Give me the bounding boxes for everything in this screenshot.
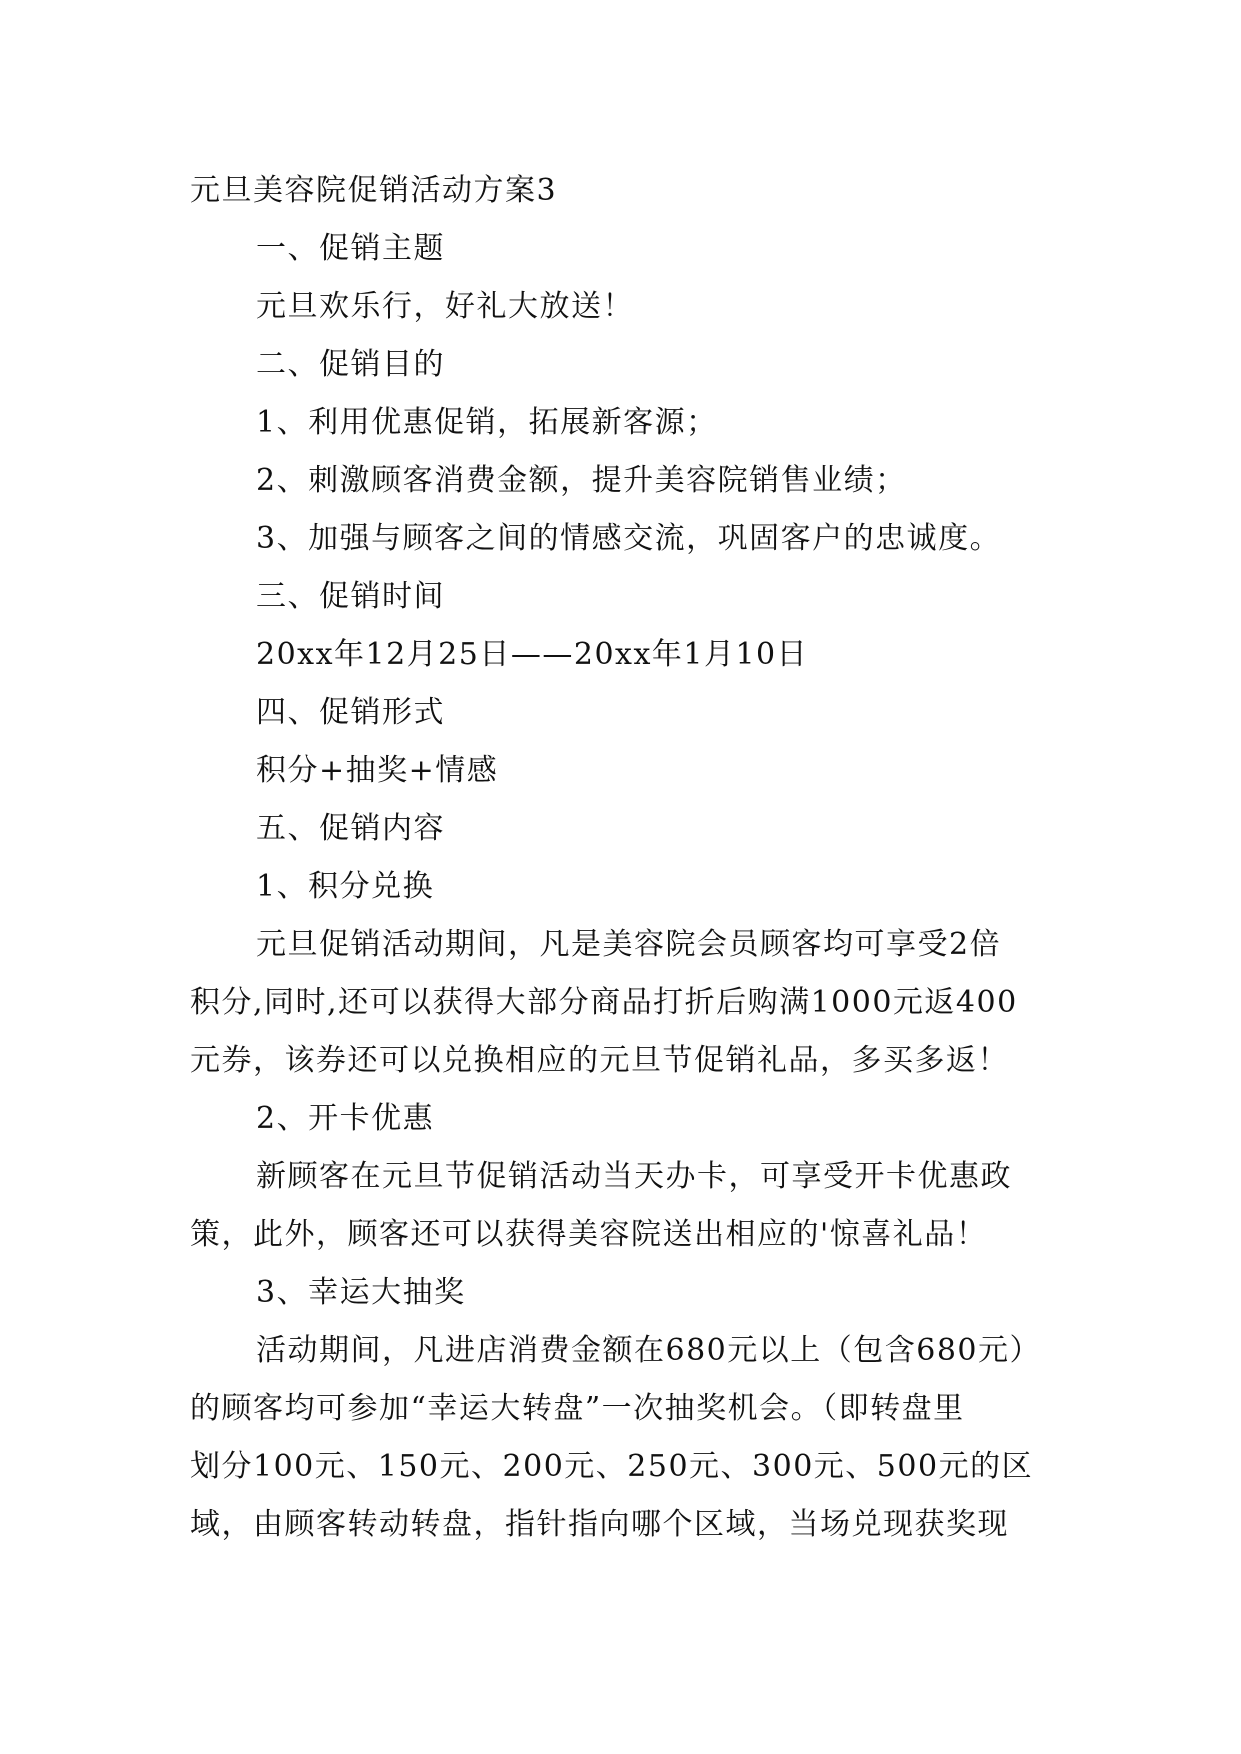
paragraph-line: 的顾客均可参加“幸运大转盘”一次抽奖机会。（即转盘里 <box>190 1391 965 1426</box>
purpose-item-1: 1、利用优惠促销，拓展新客源； <box>256 405 718 440</box>
section-heading-theme: 一、促销主题 <box>256 231 445 266</box>
section-heading-purpose: 二、促销目的 <box>256 347 445 382</box>
points-paragraph <box>190 916 1056 1090</box>
theme-text: 元旦欢乐行，好礼大放送！ <box>256 289 634 324</box>
section-heading-time: 三、促销时间 <box>256 579 445 614</box>
content-heading-lottery: 3、幸运大抽奖 <box>256 1275 466 1310</box>
paragraph-line: 元旦促销活动期间，凡是美容院会员顾客均可享受2倍 <box>256 927 1002 962</box>
paragraph-line: 新顾客在元旦节促销活动当天办卡，可享受开卡优惠政 <box>256 1159 1012 1194</box>
document-body <box>190 162 1056 1554</box>
document-title: 元旦美容院促销活动方案3 <box>190 173 558 208</box>
purpose-item-3: 3、加强与顾客之间的情感交流，巩固客户的忠诚度。 <box>256 521 1002 556</box>
content-heading-card: 2、开卡优惠 <box>256 1101 435 1136</box>
section-heading-form: 四、促销形式 <box>256 695 445 730</box>
paragraph-line: 元券，该券还可以兑换相应的元旦节促销礼品，多买多返！ <box>190 1043 1009 1078</box>
paragraph-line: 策，此外，顾客还可以获得美容院送出相应的'惊喜礼品！ <box>190 1217 988 1252</box>
purpose-item-2: 2、刺激顾客消费金额，提升美容院销售业绩； <box>256 463 907 498</box>
content-heading-points: 1、积分兑换 <box>256 869 435 904</box>
time-text: 20xx年12月25日——20xx年1月10日 <box>256 637 809 672</box>
paragraph-line: 活动期间，凡进店消费金额在680元以上（包含680元） <box>256 1333 1042 1368</box>
section-heading-content: 五、促销内容 <box>256 811 445 846</box>
lottery-paragraph <box>190 1322 1056 1554</box>
paragraph-line: 积分,同时,还可以获得大部分商品打折后购满1000元返400 <box>190 985 1018 1020</box>
form-text: 积分+抽奖+情感 <box>256 753 499 788</box>
paragraph-line: 域，由顾客转动转盘，指针指向哪个区域，当场兑现获奖现 <box>190 1507 1009 1542</box>
card-paragraph <box>190 1148 1056 1264</box>
paragraph-line: 划分100元、150元、200元、250元、300元、500元的区 <box>190 1449 1034 1484</box>
